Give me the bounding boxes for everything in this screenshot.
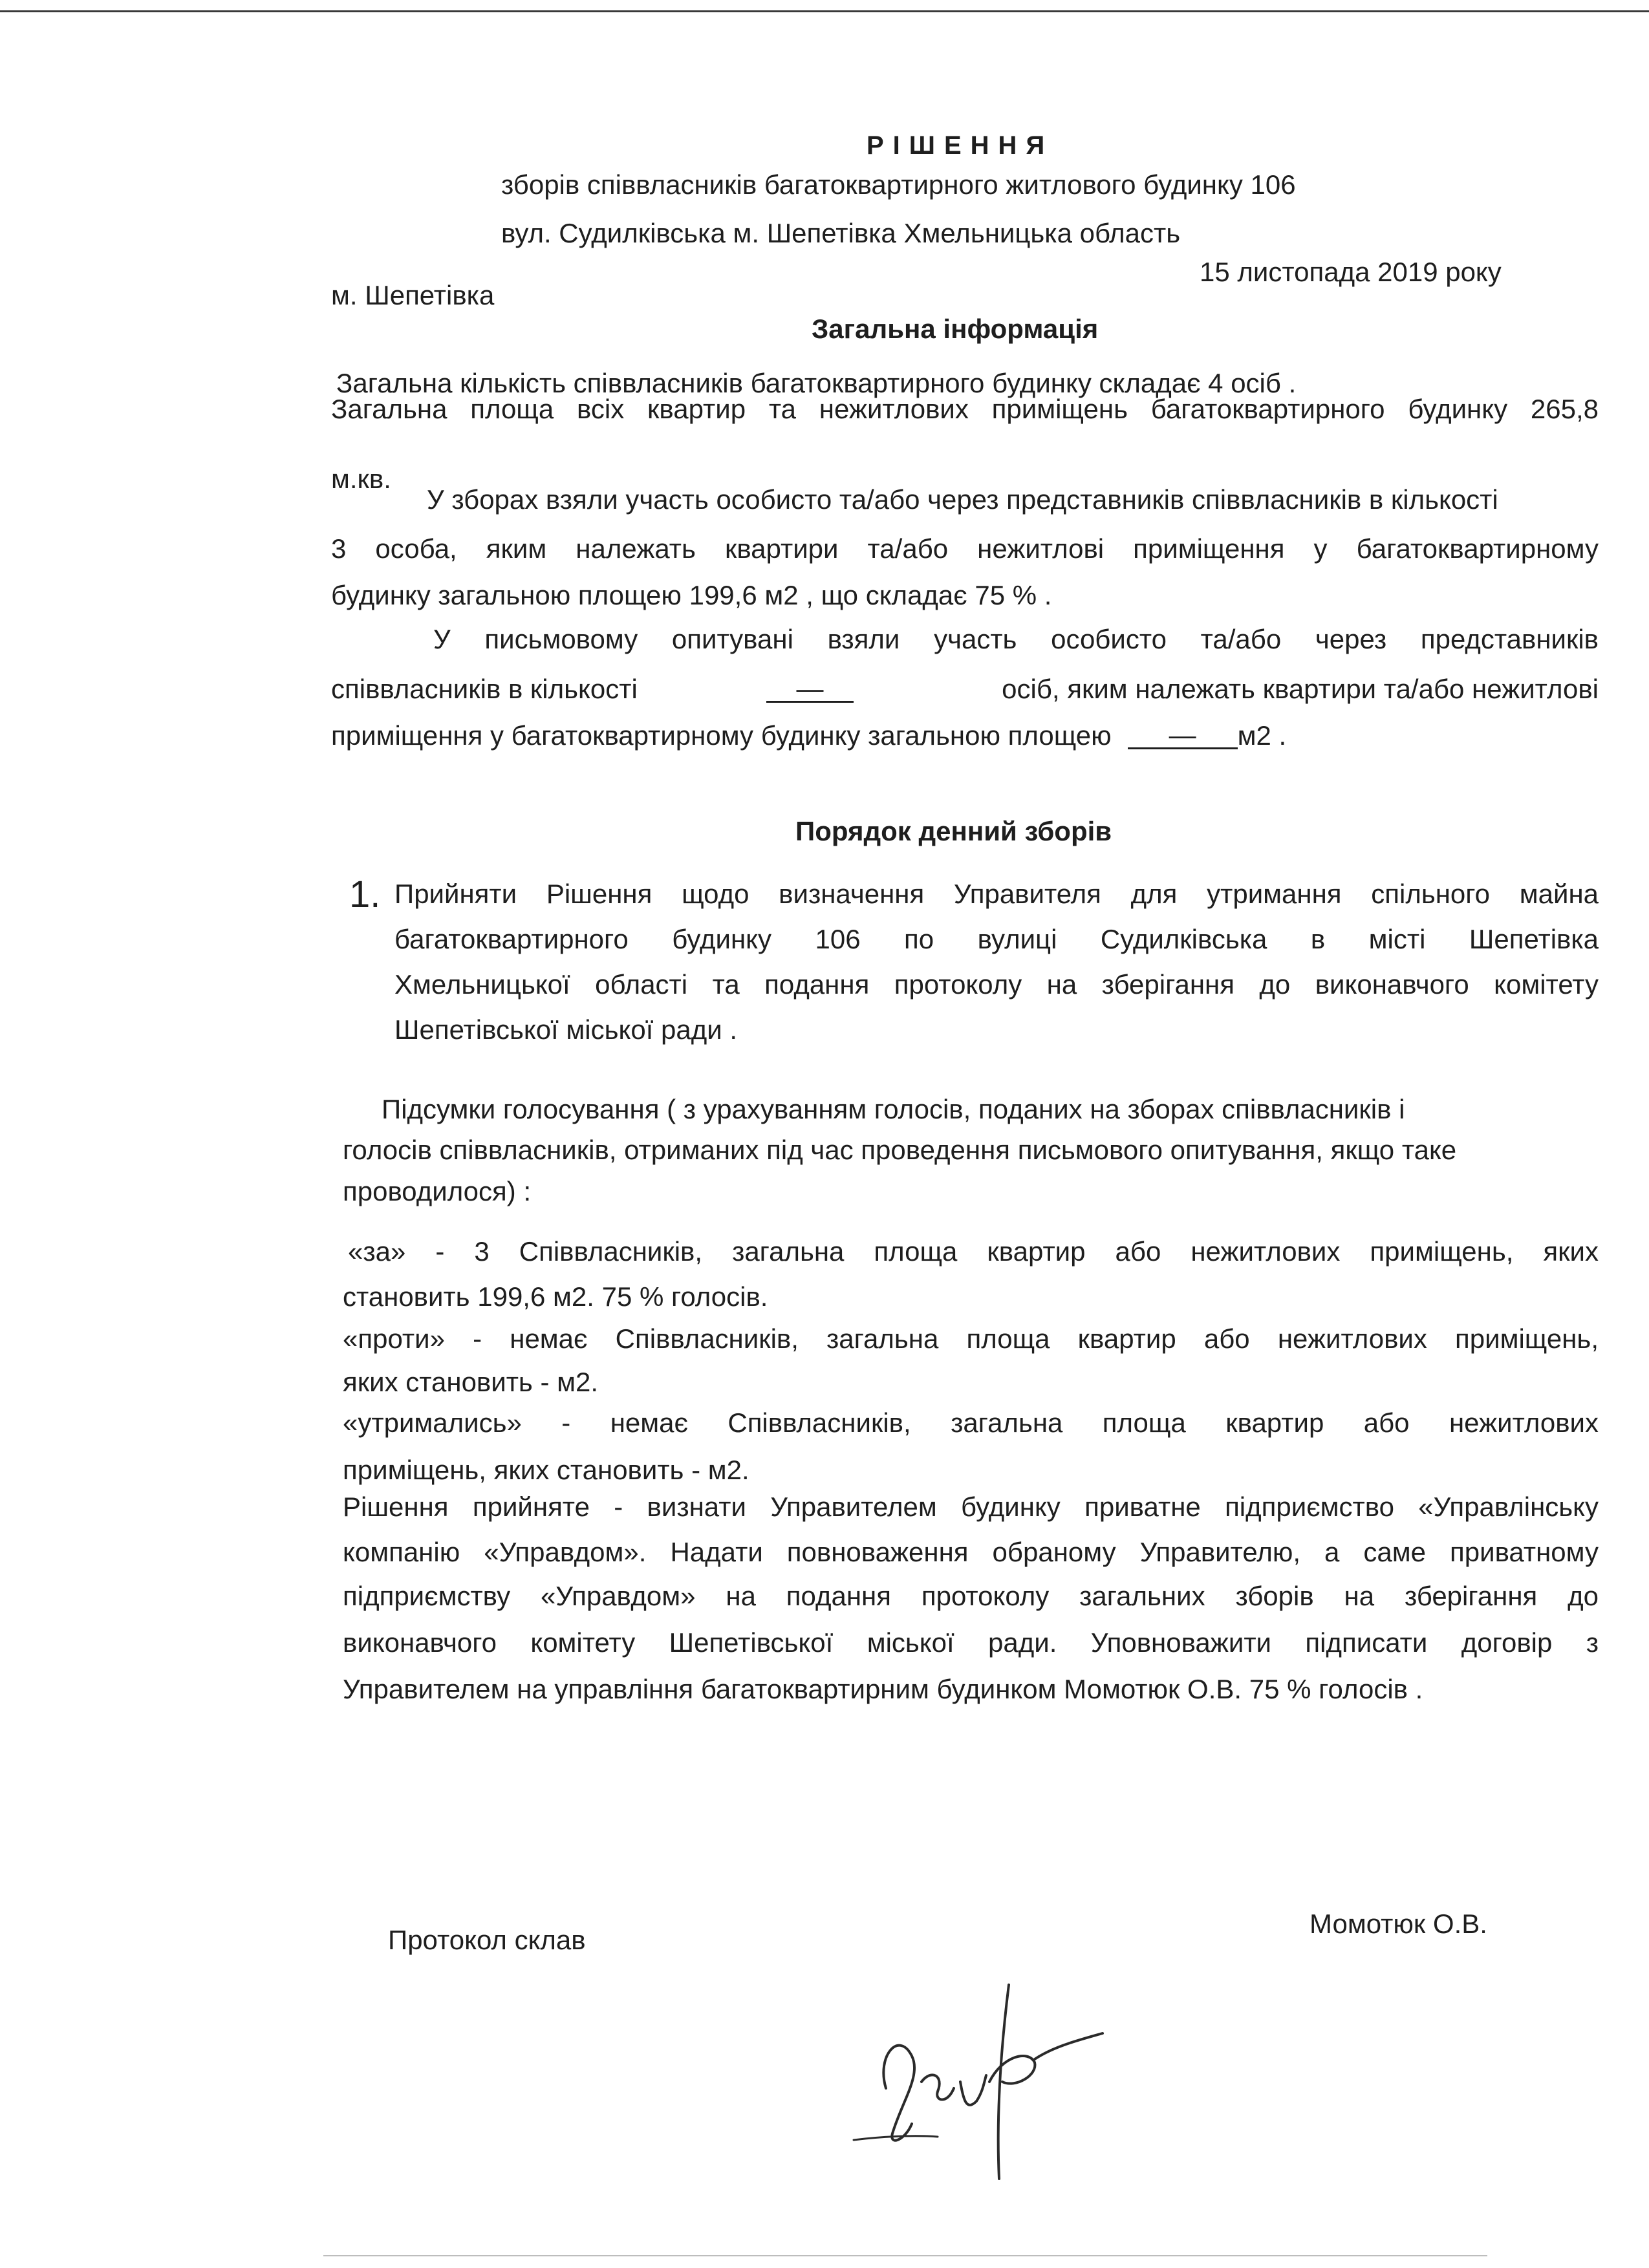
document-subtitle-line2: вул. Судилківська м. Шепетівка Хмельницька область (501, 218, 1181, 248)
vote-against-line1: «проти» - немає Співвласників, загальна площа квартир або нежитлових приміщень, (343, 1323, 1599, 1354)
total-area-unit: м.кв. (331, 464, 391, 494)
agenda-item-line3: Хмельницької області та подання протоколу на зберігання до виконавчого комітету (394, 969, 1599, 1000)
participation-text-line3: будинку загальною площею 199,6 м2 , що складає 75 % . (331, 580, 1052, 610)
written-survey-area-unit: м2 . (1237, 720, 1287, 751)
owners-count-text: Загальна кількість співвласників багатоквартирного будинку складає 4 осіб . (336, 368, 1297, 398)
decision-line4: виконавчого комітету Шепетівської міської ради. Уповноважити підписати договір з (343, 1627, 1599, 1658)
vote-abstain-line2: приміщень, яких становить - м2. (343, 1455, 749, 1485)
written-survey-area-label: приміщення у багатоквартирному будинку загальною площею (331, 720, 1112, 751)
general-info-heading: Загальна інформація (812, 314, 1099, 344)
decision-line3: підприємству «Управдом» на подання протоколу загальних зборів на зберігання до (343, 1581, 1599, 1611)
scan-edge-line-bottom (323, 2255, 1487, 2256)
voting-intro-line1: Підсумки голосування ( з урахуванням голосів, поданих на зборах співвласників і (382, 1094, 1405, 1124)
written-survey-line3 (331, 722, 1286, 749)
decision-line2: компанію «Управдом». Надати повноваження обраному Управителю, а саме приватному (343, 1537, 1599, 1567)
written-survey-count-blank: — (766, 675, 854, 703)
participation-text-line1: У зборах взяли участь особисто та/або через представників співвласників в кількості (427, 484, 1498, 515)
protocol-signer-name: Момотюк О.В. (1310, 1909, 1487, 1939)
vote-abstain-line1: «утримались» - немає Співвласників, загальна площа квартир або нежитлових (343, 1407, 1599, 1438)
participation-text-line2: 3 особа, яким належать квартири та/або нежитлові приміщення у багатоквартирному (331, 533, 1599, 564)
agenda-item-line4: Шепетівської міської ради . (394, 1014, 738, 1045)
agenda-item-line1: Прийняти Рішення щодо визначення Управителя для утримання спільного майна (394, 879, 1599, 909)
agenda-item-number: 1. (349, 873, 381, 915)
decision-line1: Рішення прийняте - визнати Управителем будинку приватне підприємство «Управлінську (343, 1492, 1599, 1522)
voting-intro-line3: проводилося) : (343, 1176, 532, 1206)
scan-edge-line (0, 10, 1649, 12)
agenda-item-line2: багатоквартирного будинку 106 по вулиці Судилківська в місті Шепетівка (394, 924, 1599, 954)
written-survey-line1: У письмовому опитувані взяли участь особисто та/або через представників (433, 624, 1599, 654)
document-subtitle-line1: зборів співвласників багатоквартирного житлового будинку 106 (501, 169, 1296, 200)
decision-line5: Управителем на управління багатоквартирним будинком Момотюк О.В. 75 % голосів . (343, 1674, 1423, 1704)
total-area-text: Загальна площа всіх квартир та нежитлових приміщень багатоквартирного будинку 265,8 (331, 394, 1599, 424)
voting-intro-line2: голосів співвласників, отриманих під час проведення письмового опитування, якщо таке (343, 1135, 1457, 1165)
document-city: м. Шепетівка (331, 280, 495, 310)
vote-for-line2: становить 199,6 м2. 75 % голосів. (343, 1281, 768, 1312)
vote-for-line1: «за» - 3 Співвласників, загальна площа квартир або нежитлових приміщень, яких (348, 1236, 1599, 1267)
written-survey-count-label: співвласників в кількості (331, 674, 638, 704)
handwritten-signature (841, 1978, 1112, 2185)
vote-against-line2: яких становить - м2. (343, 1367, 599, 1397)
document-date: 15 листопада 2019 року (1200, 257, 1502, 287)
agenda-heading: Порядок денний зборів (795, 816, 1112, 846)
written-survey-line2 (331, 675, 1599, 703)
written-survey-area-blank: — (1128, 722, 1238, 749)
document-title: РІШЕННЯ (867, 131, 1054, 160)
written-survey-count-rest: осіб, яким належать квартири та/або нежитлові (1002, 674, 1599, 704)
protocol-compiled-label: Протокол склав (388, 1925, 586, 1955)
